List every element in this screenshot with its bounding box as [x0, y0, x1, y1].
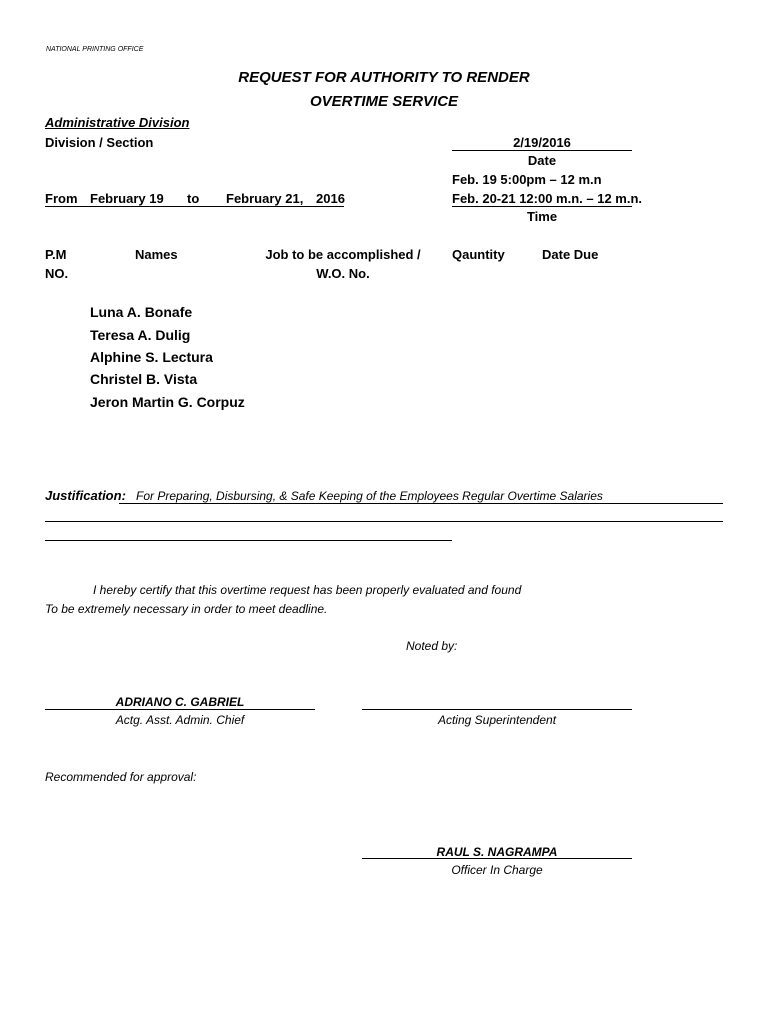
header-quantity: Qauntity [452, 247, 505, 262]
time-label: Time [526, 209, 558, 224]
noted-by-label: Noted by: [406, 639, 458, 653]
employee-name: Jeron Martin G. Corpuz [90, 394, 245, 410]
employee-name: Luna A. Bonafe [90, 304, 193, 320]
employee-name: Alphine S. Lectura [90, 349, 213, 365]
right-signatory-title: Acting Superintendent [437, 713, 557, 727]
header-pm-no-line1: P.M [45, 247, 67, 262]
time-line1: Feb. 19 5:00pm – 12 m.n [452, 172, 602, 187]
header-names: Names [135, 247, 178, 262]
bottom-signature-line [362, 858, 632, 859]
employee-name: Christel B. Vista [90, 371, 198, 387]
justification-label: Justification: [45, 488, 126, 503]
date-value: 2/19/2016 [513, 135, 571, 150]
bottom-signatory-name: RAUL S. NAGRAMPA [436, 845, 558, 859]
date-label: Date [527, 153, 557, 168]
form-title-line1: REQUEST FOR AUTHORITY TO RENDER [238, 69, 530, 86]
left-signatory-title: Actg. Asst. Admin. Chief [115, 713, 245, 727]
header-date-due: Date Due [542, 247, 599, 262]
header-pm-no-line2: NO. [45, 266, 69, 281]
justification-line2 [45, 521, 723, 522]
division-name: Administrative Division [45, 115, 190, 130]
period-underline [45, 206, 344, 207]
header-job-line1: Job to be accomplished / [265, 247, 421, 262]
justification-line1 [119, 503, 723, 504]
employee-name: Teresa A. Dulig [90, 327, 191, 343]
justification-text: For Preparing, Disbursing, & Safe Keeping of the Employees Regular Overtime Salaries [136, 489, 603, 503]
date-underline [452, 150, 632, 151]
from-label: From [45, 191, 78, 206]
right-signature-line [362, 709, 632, 710]
bottom-signatory-title: Officer In Charge [451, 863, 543, 877]
to-label: to [187, 191, 200, 206]
office-name: NATIONAL PRINTING OFFICE [46, 46, 144, 53]
form-title-line2: OVERTIME SERVICE [309, 93, 459, 110]
time-underline [452, 206, 632, 207]
from-value: February 19 [90, 191, 164, 206]
left-signatory-name: ADRIANO C. GABRIEL [115, 695, 245, 709]
left-signature-line [45, 709, 315, 710]
header-job-line2: W.O. No. [316, 266, 370, 281]
certification-line1: I hereby certify that this overtime request has been properly evaluated and found [93, 583, 522, 597]
division-label: Division / Section [45, 135, 154, 150]
period-year: 2016 [316, 191, 345, 206]
justification-line3 [45, 540, 452, 541]
time-line2: Feb. 20-21 12:00 m.n. – 12 m.n. [452, 191, 643, 206]
to-value: February 21, [226, 191, 304, 206]
recommended-label: Recommended for approval: [45, 770, 197, 784]
certification-line2: To be extremely necessary in order to meet deadline. [45, 602, 328, 616]
